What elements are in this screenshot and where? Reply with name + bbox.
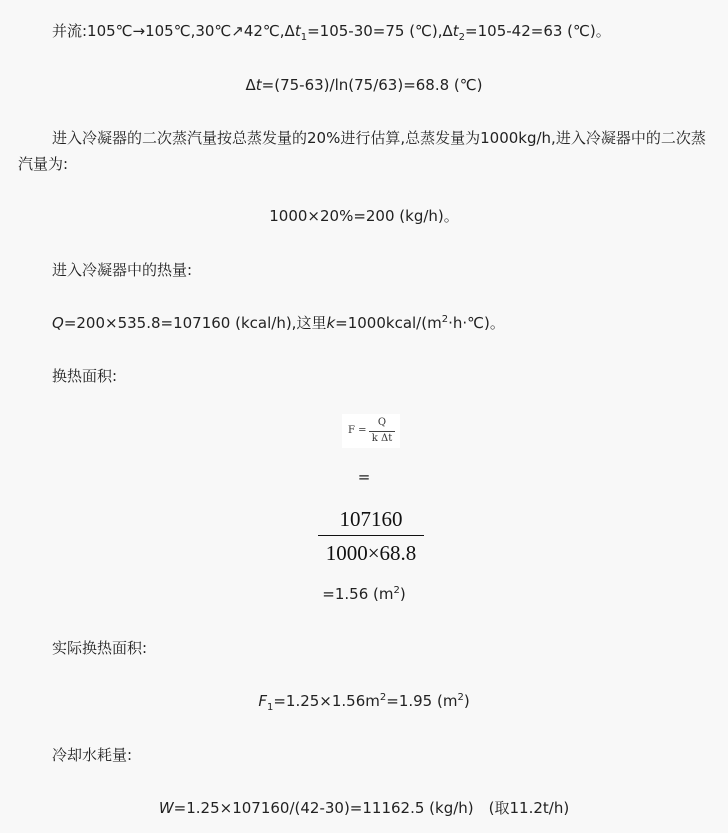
- equals-sign: =: [357, 468, 371, 486]
- heat-into-condenser-heading: 进入冷凝器中的热量:: [52, 261, 193, 279]
- var-f: F: [258, 692, 267, 710]
- cooling-water-equation: W=1.25×107160/(42-30)=11162.5 (kg/h) (取11.2t/h): [158, 799, 570, 817]
- var-q: Q: [52, 314, 64, 332]
- var-t: t: [452, 22, 459, 40]
- log-mean-temperature-equation: Δt=(75-63)/ln(75/63)=68.8 (℃): [245, 76, 483, 94]
- steam-amount-equation: 1000×20%=200 (kg/h)。: [269, 207, 459, 225]
- fraction-denominator: 1000×68.8: [325, 541, 417, 565]
- actual-area-equation: $F_1=1.25\times 1.56m^2=1.95$ $(m^2)$: [258, 692, 470, 713]
- actual-area-heading: 实际换热面积:: [52, 639, 148, 657]
- superscript: 2: [393, 585, 400, 596]
- heat-load-equation: Q=200×535.8=107160 (kcal/h),这里$k=1000kcal/(m^2\cdot h\cdot℃)$。: [52, 314, 505, 332]
- subscript: 1: [300, 32, 308, 43]
- formula-denominator: k Δt: [371, 433, 393, 444]
- var-t: t: [294, 22, 301, 40]
- area-calculation-fraction: [318, 506, 424, 566]
- area-formula-image: [342, 414, 400, 448]
- superscript: 2: [441, 314, 449, 325]
- var-t: t: [255, 76, 262, 94]
- secondary-steam-paragraph: 进入冷凝器的二次蒸汽量按总蒸发量的20%进行估算,总蒸发量为1000kg/h,进入冷凝器中的二次蒸汽量为:: [18, 129, 706, 173]
- formula-lhs: F =: [348, 425, 367, 436]
- area-result: =1.56 $(m^2)$: [322, 585, 406, 603]
- subscript: 2: [458, 32, 466, 43]
- var-w: W: [158, 799, 174, 817]
- fraction-numerator: 107160: [339, 507, 403, 531]
- superscript: 2: [379, 692, 387, 703]
- fraction-bar: [369, 431, 395, 432]
- var-k: k: [326, 314, 336, 332]
- superscript: 2: [457, 692, 464, 703]
- formula-numerator: Q: [377, 417, 387, 428]
- subscript: 1: [266, 702, 274, 713]
- fraction-bar: [318, 535, 424, 536]
- cooling-water-heading: 冷却水耗量:: [52, 746, 133, 764]
- cocurrent-temperature-line: 并流$:105℃\to 105℃,30℃↗42℃,\Delta t_1=105-30=75$ $(℃),\Delta t_2=105-42=63$ (℃)。: [52, 22, 611, 43]
- heat-exchange-area-heading: 换热面积:: [52, 367, 118, 385]
